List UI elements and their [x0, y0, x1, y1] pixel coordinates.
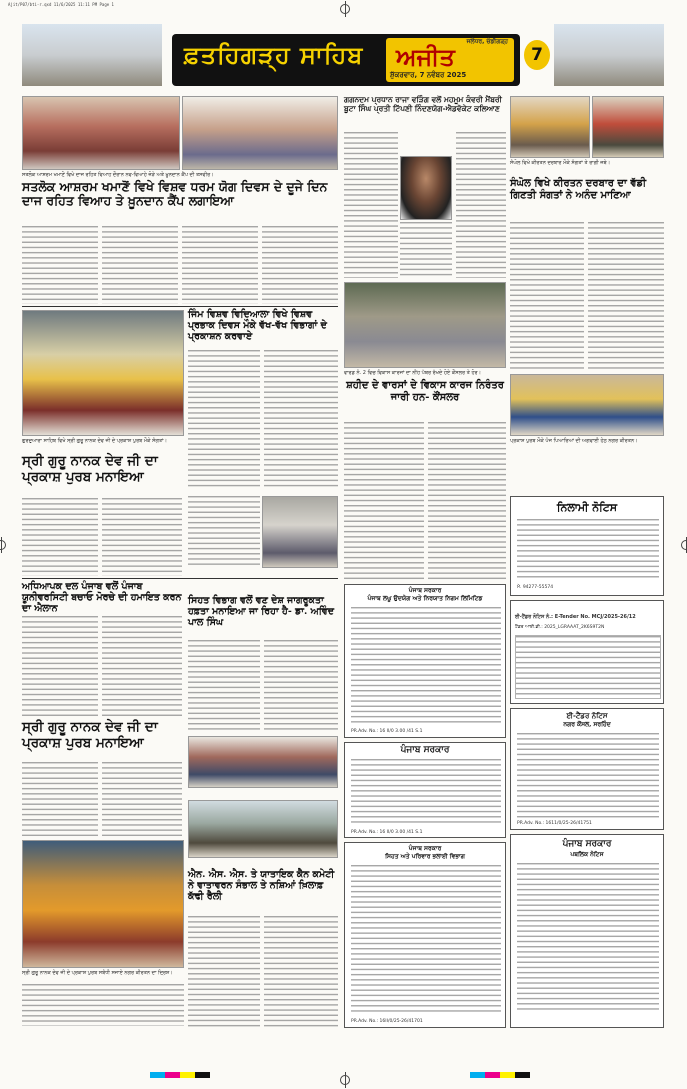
govt3-dept: ਸਿਹਤ ਅਤੇ ਪਰਿਵਾਰ ਭਲਾਈ ਵਿਭਾਗ: [385, 853, 465, 860]
govt1-label: ਪੰਜਾਬ ਸਰਕਾਰ: [408, 587, 442, 594]
photo-sanghol-kirtan: [510, 96, 590, 158]
body-nss-1: [188, 916, 260, 1028]
body-nss-2: [264, 916, 338, 1028]
divider: [22, 578, 338, 579]
headline-prakash-purab-2: ਸ੍ਰੀ ਗੁਰੂ ਨਾਨਕ ਦੇਵ ਜੀ ਦਾ ਪ੍ਰਕਾਸ਼ ਪੁਰਬ ਮਨਾਇਆ: [22, 719, 158, 751]
body-prakash-1b: [102, 498, 182, 576]
body-health-2: [264, 640, 338, 732]
edition-cities: ਜਲੰਧਰ, ਚੰਡੀਗੜ੍ਹ: [466, 38, 508, 45]
body-satlok-2: [102, 226, 178, 304]
section-title: ਫ਼ਤਹਿਗੜ੍ਹ ਸਾਹਿਬ: [184, 40, 364, 69]
ad-public-notice: [510, 834, 664, 1028]
auction-notice-title: ਨਿਲਾਮੀ ਨੋਟਿਸ: [556, 501, 618, 514]
headline-congress: ਗਗਨਦਮ ਪ੍ਰਧਾਨ ਰਾਜਾ ਵੜਿੰਗ ਵਲੋਂ ਮਹਮੂਮ ਕੰਵਰੀ ਮੈਂਬਰੀ ਬੂਟਾ ਸਿੰਘ ਪ੍ਰਤੀ ਟਿੱਪਣੀ ਨਿੰਦਣਯੋਗ-ਐਡਵੋਕੇਟ ਕਲਿਆਣ: [344, 95, 502, 113]
body-satlok-4: [262, 226, 338, 304]
body-prakash-2b: [102, 762, 182, 836]
govt3-pr: PR.Adv. No.: 16II/0/25-26/41701: [351, 1018, 423, 1024]
govt3-body: [351, 865, 501, 1015]
caption-gurpurab: ਗੁਰਦੁਆਰਾ ਸਾਹਿਬ ਵਿਖੇ ਸ੍ਰੀ ਗੁਰੂ ਨਾਨਕ ਦੇਵ ਜੀ ਦੇ ਪ੍ਰਕਾਸ਼ ਪੁਰਬ ਮੌਕੇ ਸੰਗਤਾਂ।: [22, 438, 167, 444]
photo-gurpurab-sangat: [22, 310, 184, 436]
body-world-2: [264, 350, 338, 490]
headline-world-day: ਜਿੰਮ ਵਿਸ਼ਵ ਵਿਦਿਆਲਾ ਵਿਖੇ ਵਿਸ਼ਵ ਪ੍ਰਭਾਕ ਦਿਵਸ ਮੌਕੇ ਵੱਖ-ਵੱਖ ਵਿਭਾਗਾਂ ਦੇ ਪ੍ਰਕਾਸ਼ਨ ਕਰਵਾਏ: [188, 309, 327, 342]
brand-name: ਅਜੀਤ: [396, 42, 455, 71]
govt2-pr: PR.Adv. No.: 16 II/0 3.00 /41 S.1: [351, 829, 423, 835]
headline-sanghol: ਸੰਘੋਲ ਵਿਖੇ ਕੀਰਤਨ ਦਰਬਾਰ ਦਾ ਵੱਡੀ ਗਿਣਤੀ ਸੰਗਤਾਂ ਨੇ ਅਨੰਦ ਮਾਣਿਆ: [510, 178, 647, 201]
govt2-body: [351, 759, 501, 825]
ad-tender-mcj: [510, 600, 664, 704]
photo-nss-rally: [188, 800, 338, 858]
tender1-number: ਈ-ਟੈਂਡਰ ਨੋਟਿਸ ਨੰ.: E-Tender No. MCJ/2025-26/12: [515, 614, 636, 620]
headline-health-dept: ਸਿਹਤ ਵਿਭਾਗ ਵਲੋਂ ਵਣ ਦੇਸ਼ ਜਾਗਰੂਕਤਾ ਹਫ਼ਤਾ ਮਨਾਇਆ ਜਾ ਰਿਹਾ ਹੈ- ਡਾ. ਅਵਿੰਦ ਪਾਲ ਸਿੰਘ: [188, 595, 335, 628]
auction-notice-body: [517, 519, 659, 581]
body-satlok-1: [22, 226, 98, 304]
govt1-pr: PR.Adv. No.: 16 II/0 3.00 /41 S.1: [351, 728, 423, 734]
caption-satlok: ਸਤਲੋਕ ਆਸ਼ਰਮ ਖਮਾਣੋਂ ਵਿਖੇ ਦਾਜ ਰਹਿਤ ਵਿਆਹ ਦੌਰਾਨ ਨਵ-ਵਿਆਹੇ ਜੋੜੇ ਅਤੇ ਖ਼ੂਨਦਾਨ ਕੈਂਪ ਦੀ ਤਸਵੀਰ।: [22, 172, 214, 178]
govt2-label: ਪੰਜਾਬ ਸਰਕਾਰ: [400, 745, 450, 755]
photo-wedding-ceremony: [22, 96, 180, 170]
photo-advocate: [400, 156, 452, 220]
headline-council: ਸ਼ਹੀਦ ਦੇ ਵਾਰਸਾਂ ਦੇ ਵਿਕਾਸ ਕਾਰਜ ਨਿਰੰਤਰ ਜਾਰੀ ਹਨ- ਕੌਂਸਲਰ: [346, 380, 504, 403]
body-world-1: [188, 350, 260, 490]
govt4-body: [517, 863, 659, 1013]
auction-notice-phone: ਮੋ. 94277-55574: [517, 585, 554, 590]
govt4-label: ਪੰਜਾਬ ਸਰਕਾਰ: [562, 839, 612, 849]
photo-gurpurab-stage: [510, 374, 664, 436]
color-bar-left: [150, 1072, 210, 1078]
divider: [22, 306, 338, 307]
tender1-table: [515, 635, 661, 699]
crop-mark-right: [681, 540, 687, 550]
ad-govt-health: [344, 842, 506, 1028]
govt1-title: ਪੰਜਾਬ ਲਘੂ ਉਦਯੋਗ ਅਤੇ ਨਿਰਯਾਤ ਨਿਗਮ ਲਿਮਿਟਿਡ: [367, 595, 483, 602]
govt3-label: ਪੰਜਾਬ ਸਰਕਾਰ: [408, 845, 442, 852]
caption-council: ਵਾਰਡ ਨੰ. 2 ਵਿਚ ਵਿਕਾਸ ਕਾਰਜਾਂ ਦਾ ਨੀਂਹ ਪੱਥਰ ਰੱਖਦੇ ਹੋਏ ਕੌਂਸਲਰ ਤੇ ਹੋਰ।: [344, 370, 481, 376]
council-name: ਨਗਰ ਕੌਂਸਲ, ਸਰਹਿੰਦ: [563, 721, 611, 728]
body-congress-2: [400, 222, 452, 278]
crop-mark-left: [0, 540, 6, 550]
body-satlok-3: [182, 226, 258, 304]
caption-nagar-kirtan: ਸ੍ਰੀ ਗੁਰੂ ਨਾਨਕ ਦੇਵ ਜੀ ਦੇ ਪ੍ਰਕਾਸ਼ ਪੁਰਬ ਸਬੰਧੀ ਸਜਾਏ ਨਗਰ ਕੀਰਤਨ ਦਾ ਦ੍ਰਿਸ਼।: [22, 970, 173, 976]
headline-nss: ਐਨ. ਐਸ. ਐਸ. ਤੇ ਯਾਤਾਇਕ ਕੈਨ ਕਮੇਟੀ ਨੇ ਵਾਤਾਵਰਨ ਸੰਭਾਲ ਤੇ ਨਸ਼ਿਆਂ ਖ਼ਿਲਾਫ਼ ਕੱਢੀ ਰੈਲੀ: [188, 869, 335, 902]
ad-etender-council: [510, 708, 664, 830]
page-number: 7: [524, 40, 550, 70]
body-adhiapak-1: [22, 616, 98, 718]
headline-prakash-purab-1: ਸ੍ਰੀ ਗੁਰੂ ਨਾਨਕ ਦੇਵ ਜੀ ਦਾ ਪ੍ਰਕਾਸ਼ ਪੁਰਬ ਮਨਾਇਆ: [22, 453, 158, 485]
body-prakash-1a: [22, 498, 98, 576]
body-sanghol-1: [510, 222, 584, 370]
body-prakash-2a: [22, 762, 98, 836]
photo-foundation-stone: [344, 282, 506, 368]
etender-pr: PR.Adv. No.: 1611/0/25-26/41751: [517, 820, 592, 826]
crop-mark-top: [340, 4, 350, 14]
body-health-1: [188, 640, 260, 732]
body-prakash-1c: [188, 496, 260, 568]
headline-adhiapak-dal: ਅਧਿਆਪਕ ਦਲ ਪੰਜਾਬ ਵਲੋਂ ਪੰਜਾਬ ਯੂਨੀਵਰਸਿਟੀ ਬਚਾਓ ਮੋਰਚੇ ਦੀ ਹਮਾਇਤ ਕਰਨ ਦਾ ਐਲਾਨ: [22, 581, 182, 614]
body-council-2: [428, 422, 506, 580]
photo-nagar-kirtan: [22, 840, 184, 968]
ad-govt-2: [344, 742, 506, 838]
body-congress-3: [456, 132, 506, 278]
body-sanghol-2: [588, 222, 664, 370]
crop-mark-bottom: [340, 1075, 350, 1085]
masthead: [22, 24, 662, 92]
photo-sanghol-sangat: [592, 96, 664, 158]
ad-auction-notice: [510, 496, 664, 596]
tender1-id: ਟੈਂਡਰ ਆਈ.ਡੀ.: 2025_LGRAAAT_2K6S9T2N: [515, 625, 605, 630]
photo-health-team: [188, 736, 338, 788]
govt1-body: [351, 607, 501, 725]
masthead-photo-left: [22, 24, 162, 86]
masthead-photo-right: [554, 24, 664, 86]
photo-rally-middle: [262, 496, 338, 568]
body-congress-1: [344, 132, 398, 278]
etender-label: ਈ-ਟੈਂਡਰ ਨੋਟਿਸ: [566, 711, 608, 720]
caption-stage: ਪ੍ਰਕਾਸ਼ ਪੁਰਬ ਮੌਕੇ ਪੰਜ ਪਿਆਰਿਆਂ ਦੀ ਅਗਵਾਈ ਹੇਠ ਨਗਰ ਕੀਰਤਨ।: [510, 438, 638, 444]
body-prakash-2c: [22, 984, 184, 1026]
caption-sanghol: ਸੰਘੋਲ ਵਿਖੇ ਕੀਰਤਨ ਦਰਬਾਰ ਮੌਕੇ ਸੰਗਤਾਂ ਤੇ ਰਾਗੀ ਜਥੇ।: [510, 160, 611, 166]
ad-govt-psiec: [344, 584, 506, 738]
etender-body: [517, 733, 659, 819]
govt4-sub: ਪਬਲਿਕ ਨੋਟਿਸ: [570, 851, 604, 858]
headline-satlok: ਸਤਲੋਕ ਆਸ਼ਰਮ ਖਮਾਣੋਂ ਵਿਖੇ ਵਿਸ਼ਵ ਧਰਮ ਯੋਗ ਦਿਵਸ ਦੇ ਦੂਜੇ ਦਿਨ ਦਾਜ ਰਹਿਤ ਵਿਆਹ ਤੇ ਖ਼ੂਨਦਾਨ ਕੈਂਪ ਲਗਾਇਆ: [22, 179, 328, 209]
masthead-title-block: [172, 34, 520, 86]
print-slug: Ajit/P07/bti-r.qxd 11/6/2025 11:11 PM Page 1: [8, 2, 114, 7]
body-adhiapak-2: [102, 616, 182, 718]
issue-date: ਸ਼ੁੱਕਰਵਾਰ, 7 ਨਵੰਬਰ 2025: [390, 71, 467, 79]
brand-box: [386, 38, 514, 82]
photo-blood-donation: [182, 96, 338, 170]
body-council-1: [344, 422, 424, 580]
color-bar-right: [470, 1072, 530, 1078]
